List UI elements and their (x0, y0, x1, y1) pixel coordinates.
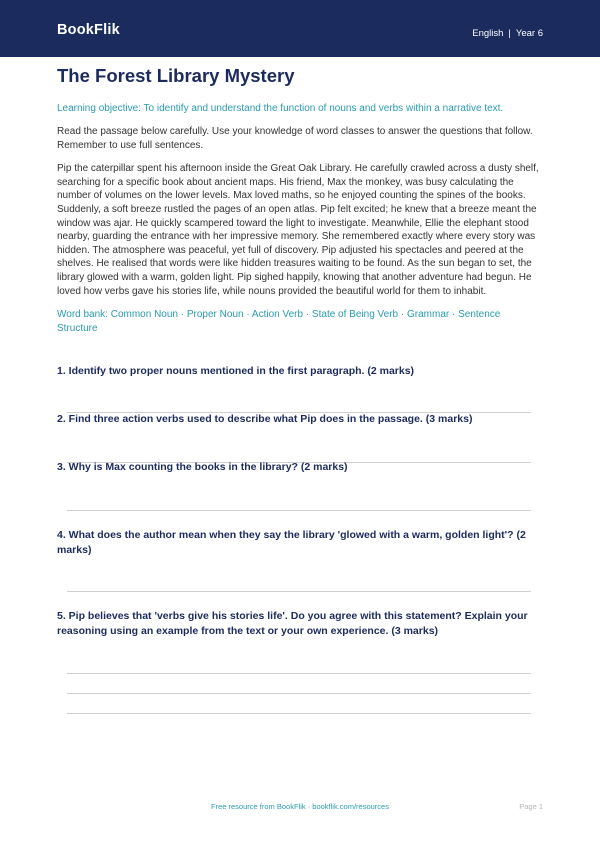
meta-separator: | (508, 28, 511, 39)
subject-label: English (472, 28, 504, 39)
footer-link[interactable]: Free resource from BookFlik · bookflik.com/resources (211, 802, 389, 811)
header-meta (472, 28, 543, 39)
question-4: 4. What does the author mean when they say the library 'glowed with a warm, golden light'? (2 marks) (57, 529, 526, 556)
answer-line[interactable] (67, 591, 531, 592)
instructions-text: Read the passage below carefully. Use your knowledge of word classes to answer the questions that follow. Remember to use full sentences. (57, 126, 533, 151)
answer-line[interactable] (67, 693, 531, 694)
learning-objective: Learning objective: To identify and understand the function of nouns and verbs within a narrative text. (57, 103, 504, 114)
question-3: 3. Why is Max counting the books in the library? (2 marks) (57, 461, 348, 473)
header-bar (0, 0, 600, 57)
brand-logo-text[interactable]: BookFlik (57, 22, 120, 38)
answer-line[interactable] (67, 713, 531, 714)
word-bank: Word bank: Common Noun · Proper Noun · Action Verb · State of Being Verb · Grammar · Sentence Structure (57, 309, 501, 334)
answer-line[interactable] (67, 510, 531, 511)
passage-text: Pip the caterpillar spent his afternoon inside the Great Oak Library. He carefully crawled across a dusty shelf, searching for a specific book about ancient maps. His friend, Max the monkey, was busy calculating the number of volumes on the lower levels. Max loved maths, so he enjoyed counting the spines of the books. Suddenly, a soft breeze rustled the pages of an open atlas. Pip felt excited; he knew that a breeze meant the window was ajar. He quickly scampered toward the light to investigate. Meanwhile, Ellie the elephant stood nearby, guarding the entrance with her impressive memory. She remembered exactly where every story was hidden. The atmosphere was peaceful, yet full of discovery. Pip adjusted his spectacles and peered at the shelves. He realised that words were like hidden treasures waiting to be found. As the sun began to set, the library glowed with a warm, golden light. Pip sighed happily, knowing that another adventure had begun. He loved how verbs gave his stories life, while nouns provided the beautiful world for them to inhabit. (57, 163, 539, 297)
year-label: Year 6 (515, 28, 543, 39)
question-5: 5. Pip believes that 'verbs give his stories life'. Do you agree with this statement? Explain your reasoning using an example from the text or your own experience. (3 marks) (57, 610, 528, 637)
question-1: 1. Identify two proper nouns mentioned in the first paragraph. (2 marks) (57, 365, 415, 377)
question-2: 2. Find three action verbs used to describe what Pip does in the passage. (3 marks) (57, 413, 473, 425)
worksheet-body (57, 64, 542, 335)
page-title: The Forest Library Mystery (57, 65, 295, 86)
answer-line[interactable] (67, 673, 531, 674)
page-number: Page 1 (519, 802, 543, 811)
